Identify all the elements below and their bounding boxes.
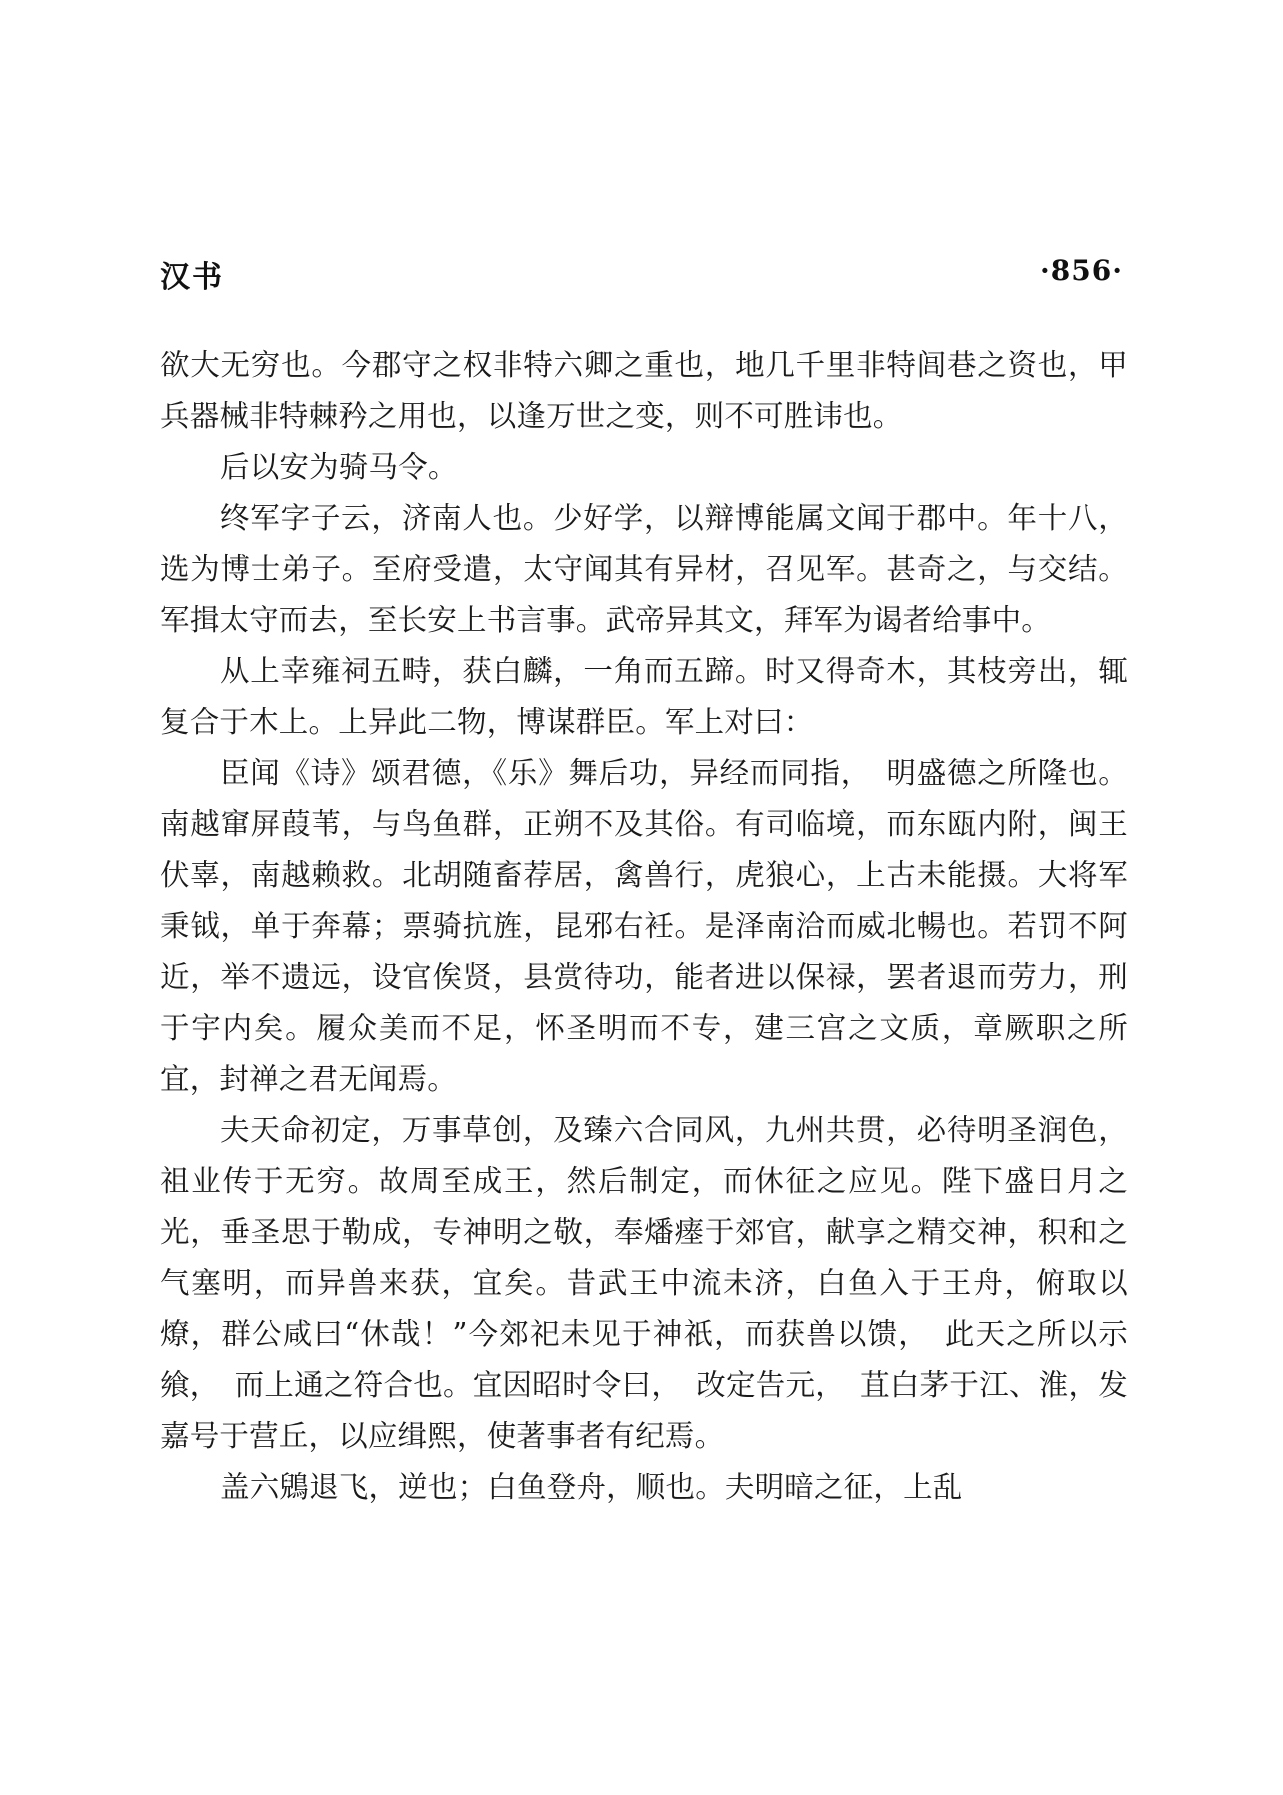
paragraph: 臣闻《诗》颂君德，《乐》舞后功，异经而同指， 明盛德之所隆也。南越窜屏葭苇，与鸟鱼群，正朔不及其俗。有司临境，而东瓯内附，闽王伏辜，南越赖救。北胡随畜荐居，禽兽行，虎狼心，上古未能摄。大将军秉钺，单于奔幕；票骑抗旌，昆邪右衽。是泽南洽而威北暢也。若罚不阿近，举不遗远，设官俟贤，县赏待功，能者进以保禄，罢者退而劳力，刑于宇内矣。履众美而不足，怀圣明而不专，建三宫之文质，章厥职之所宜，封禅之君无闻焉。 xyxy=(160,756,1128,1096)
page-number: ·856· xyxy=(1040,254,1123,287)
paragraph: 盖六鶂退飞，逆也；白鱼登舟，顺也。夫明暗之征，上乱 xyxy=(220,1470,963,1504)
paragraph: 后以安为骑马令。 xyxy=(220,450,458,484)
book-title: 汉书 xyxy=(160,260,224,295)
body-text xyxy=(160,340,1128,1513)
paragraph: 欲大无穷也。今郡守之权非特六卿之重也，地几千里非特闾巷之资也，甲兵器械非特棘矜之用也，以逢万世之变，则不可胜讳也。 xyxy=(160,348,1128,433)
page-header xyxy=(160,252,1123,296)
paragraph: 夫天命初定，万事草创，及臻六合同风，九州共贯，必待明圣润色，祖业传于无穷。故周至成王，然后制定，而休征之应见。陛下盛日月之光，垂圣思于勒成，专神明之敬，奉燔瘗于郊官，献享之精交神，积和之气塞明，而异兽来获，宜矣。昔武王中流未济，白鱼入于王舟，俯取以燎，群公咸曰“休哉！”今郊祀未见于神祇，而获兽以馈， 此天之所以示飨， 而上通之符合也。宜因昭时令曰， 改定告元， 苴白茅于江、淮，发嘉号于营丘，以应缉熙，使著事者有纪焉。 xyxy=(160,1113,1128,1453)
paragraph: 终军字子云，济南人也。少好学，以辩博能属文闻于郡中。年十八，选为博士弟子。至府受遣，太守闻其有异材，召见军。甚奇之，与交结。军揖太守而去，至长安上书言事。武帝异其文，拜军为谒者给事中。 xyxy=(160,501,1128,637)
paragraph: 从上幸雍祠五畤，获白麟，一角而五蹄。时又得奇木，其枝旁出，辄复合于木上。上异此二物，博谋群臣。军上对曰： xyxy=(160,654,1128,739)
